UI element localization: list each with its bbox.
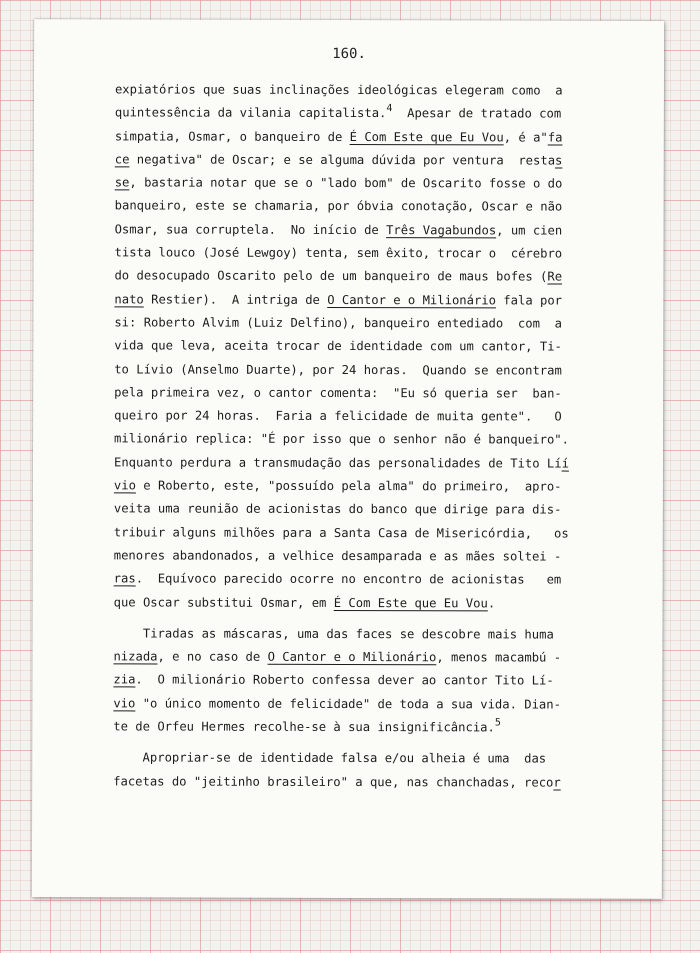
text-line xyxy=(115,78,615,103)
text-run: to Lívio (Anselmo Duarte), por 24 horas. Quando se encontram xyxy=(114,361,562,378)
text-line xyxy=(114,521,614,546)
text-run: . O milionário Roberto confessa dever ao cantor Tito Lí- xyxy=(135,672,554,688)
text-run: negativa" de Oscar; e se alguma dúvida por ventura resta xyxy=(129,152,556,168)
text-line xyxy=(113,770,613,795)
text-line xyxy=(114,474,614,499)
underlined-text: se xyxy=(114,175,130,190)
text-line xyxy=(114,288,614,313)
text-run: Tiradas as máscaras, uma das faces se descobre mais huma xyxy=(113,626,554,642)
text-line xyxy=(115,125,615,150)
underlined-text: Re xyxy=(547,269,563,284)
text-run: si: Roberto Alvim (Luiz Delfino), banqueiro entediado com a xyxy=(114,315,562,331)
text-run: vida que leva, aceita trocar de identidade com um cantor, Ti- xyxy=(114,338,562,354)
text-line xyxy=(115,148,615,173)
text-run: milionário replica: "É por isso que o senhor não é banqueiro". xyxy=(114,431,570,448)
text-run: , menos macambú - xyxy=(436,650,562,665)
text-run: , é a" xyxy=(503,130,548,145)
text-line xyxy=(114,591,614,616)
page-number: 160. xyxy=(332,45,366,63)
underlined-text: zia xyxy=(113,672,136,687)
underlined-text: O Cantor e o Milionário xyxy=(267,649,437,665)
text-line xyxy=(114,451,614,476)
text-run: Restier). A intriga de xyxy=(143,292,328,307)
underlined-text: Três Vagabundos xyxy=(386,222,497,238)
text-line xyxy=(115,102,615,127)
text-run: , e no caso de xyxy=(157,649,268,664)
text-run: veita uma reunião de acionistas do banco que dirige para dis- xyxy=(113,501,562,517)
text-line xyxy=(113,715,613,740)
text-run: banqueiro, este se chamaria, por óbvia conotação, Oscar e não xyxy=(114,198,563,215)
text-line xyxy=(114,622,614,647)
text-run: facetas do "jeitinho brasileiro" a que, nas chanchadas, reco xyxy=(113,773,554,790)
text-run: , um cien xyxy=(496,223,563,238)
text-line xyxy=(114,381,614,406)
text-run: menores abandonados, a velhice desamparada e as mães soltei - xyxy=(113,548,562,564)
text-run: "o único momento de felicidade" de toda a sua vida. Dian- xyxy=(135,696,561,712)
text-line xyxy=(113,692,613,717)
underlined-text: nato xyxy=(114,292,144,307)
underlined-text: ras xyxy=(113,571,136,586)
text-line xyxy=(115,241,615,266)
text-run: queiro por 24 horas. Faria a felicidade de muita gente". O xyxy=(114,408,562,424)
text-run: . xyxy=(487,595,496,610)
text-line xyxy=(114,428,614,453)
underlined-text: É Com Este que Eu Vou xyxy=(349,129,504,145)
text-run: pela primeira vez, o cantor comenta: "Eu só queria ser ban- xyxy=(114,385,562,401)
text-run: Apesar de tratado com xyxy=(392,106,562,121)
text-run: , bastaria notar que se o "lado bom" de Oscarito fosse o do xyxy=(129,175,563,191)
text-line xyxy=(113,646,613,671)
typed-text-body xyxy=(113,78,615,794)
text-run: Osmar, sua corruptela. No início de xyxy=(114,222,387,237)
underlined-text: ce xyxy=(114,152,130,167)
text-line xyxy=(115,172,615,197)
text-line xyxy=(115,218,615,243)
underlined-text: r xyxy=(553,775,561,790)
underlined-text: s xyxy=(555,153,563,168)
footnote-marker: 5 xyxy=(494,717,501,729)
text-run: fala por xyxy=(495,293,563,308)
text-line xyxy=(114,405,614,430)
text-run: e Roberto, este, "possuído pela alma" do primeiro, apro- xyxy=(135,478,562,494)
text-line xyxy=(115,195,615,220)
text-run: que Oscar substitui Osmar, em xyxy=(113,594,334,610)
text-run: Apropriar-se de identidade falsa e/ou alheia é uma das xyxy=(113,750,547,766)
text-line xyxy=(114,335,614,360)
text-line xyxy=(114,568,614,593)
text-line xyxy=(114,358,614,383)
text-run: quintessência da vilania capitalista. xyxy=(114,105,387,121)
text-run: simpatia, Osmar, o banqueiro de xyxy=(114,128,350,144)
text-run: tista louco (José Lewgoy) tenta, sem êxito, trocar o cérebro xyxy=(114,245,563,261)
text-run: . Equívoco parecido ocorre no encontro de acionistas em xyxy=(135,571,562,587)
underlined-text: vio xyxy=(113,696,136,711)
underlined-text: vio xyxy=(113,478,136,493)
text-run: expiatórios que suas inclinações ideológicas elegeram como a xyxy=(114,82,563,98)
underlined-text: í xyxy=(561,456,569,471)
text-line xyxy=(113,669,613,694)
document-page xyxy=(32,19,664,899)
underlined-text: O Cantor e o Milionário xyxy=(327,292,496,308)
footnote-marker: 4 xyxy=(386,103,393,115)
text-run: do desocupado Oscarito pelo de um banqueiro de maus bofes ( xyxy=(114,268,548,284)
underlined-text: É Com Este que Eu Vou xyxy=(333,595,488,610)
underlined-text: nizada xyxy=(113,649,158,664)
text-line xyxy=(114,544,614,569)
text-run: tribuir alguns milhões para a Santa Casa de Misericórdia, os xyxy=(113,525,569,541)
text-run: Enquanto perdura a transmudação das personalidades de Tito Lí xyxy=(113,455,562,471)
underlined-text: fa xyxy=(547,130,563,145)
text-run: te de Orfeu Hermes recolhe-se à sua insignificância. xyxy=(113,719,495,735)
text-line xyxy=(114,265,614,290)
text-line xyxy=(114,311,614,336)
text-line xyxy=(114,498,614,523)
text-line xyxy=(113,747,613,772)
